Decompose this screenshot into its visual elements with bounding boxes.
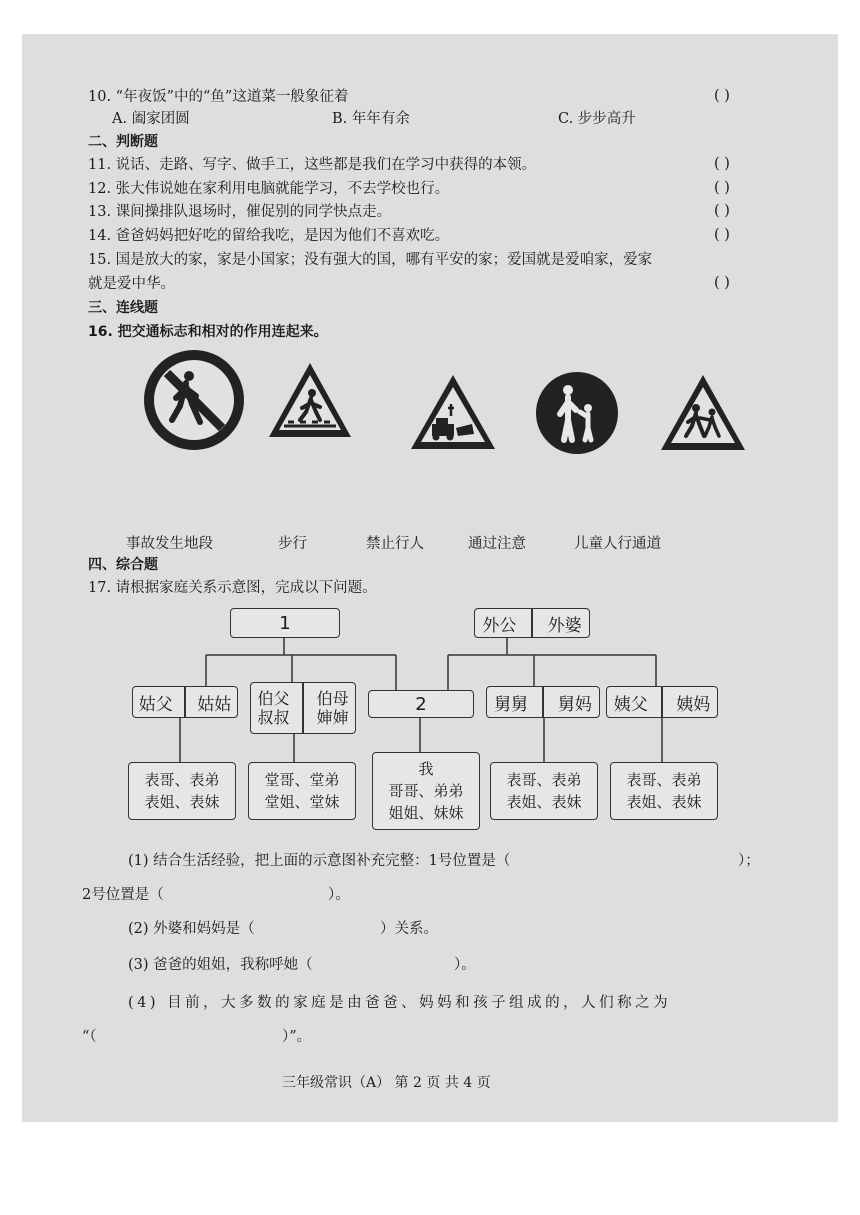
tree-bofu-bomu [250,682,356,734]
tree-cousins-4 [610,762,718,820]
tree-jiujiu-jiuma [486,686,600,718]
question-10-answer-paren[interactable]: ( ) [714,88,730,104]
tree-self-siblings [372,752,480,830]
section-judge-heading: 二、判断题 [88,134,158,150]
q17-sub2-close[interactable]: ）关系。 [380,921,438,937]
tree-bomu: 伯母 [316,689,349,708]
cousins-female: 表姐、表妹 [506,793,582,811]
exam-page [22,34,838,1122]
q17-sub4-close[interactable]: ）”。 [282,1029,312,1045]
tree-position-1-label: 1 [279,612,291,634]
q17-sub1-close[interactable]: ）； [738,853,760,869]
judge-item-11-paren[interactable]: ( ) [714,156,730,172]
judge-item-12-paren[interactable]: ( ) [714,180,730,196]
tree-gufu-gugu [132,686,238,718]
tree-me: 我 [418,760,434,778]
siblings-male: 哥哥、弟弟 [388,782,464,800]
cousins-male: 表哥、表弟 [506,771,582,789]
cousins-female: 表姐、表妹 [144,793,220,811]
question-10-option-c: C. 步步高升 [558,111,636,127]
tree-cousins-2 [248,762,356,820]
judge-item-11: 11. 说话、走路、写字、做手工，这些都是我们在学习中获得的本领。 [88,157,537,173]
tree-cousins-1 [128,762,236,820]
tree-position-2-label: 2 [415,693,427,715]
section-comprehensive-heading: 四、综合题 [88,557,158,573]
match-label-accident-zone[interactable]: 事故发生地段 [126,536,213,552]
tree-waigong: 外公 [482,615,517,636]
tree-gugu: 姑姑 [197,694,232,715]
tree-yifu: 姨父 [613,694,648,715]
tree-position-1[interactable] [230,608,340,638]
match-label-no-pedestrians[interactable]: 禁止行人 [366,536,424,552]
judge-item-14-paren[interactable]: ( ) [714,227,730,243]
tree-shushu: 叔叔 [257,708,290,727]
tree-cousins-3 [490,762,598,820]
judge-item-15-paren[interactable]: ( ) [714,275,730,291]
q17-sub3-close[interactable]: ）。 [454,957,476,973]
tree-jiuma: 舅妈 [557,694,592,715]
page-footer: 三年级常识（A） 第 2 页 共 4 页 [282,1075,491,1091]
tree-shenshen: 婶婶 [316,708,349,727]
cousins-female: 堂姐、堂妹 [264,793,340,811]
tree-maternal-grandparents [474,608,590,638]
tree-bofu: 伯父 [257,689,290,708]
question-17-stem: 17. 请根据家庭关系示意图，完成以下问题。 [88,580,377,596]
question-16-stem: 16. 把交通标志和相对的作用连起来。 [88,324,328,340]
q17-sub1-pos2-close[interactable]: ）。 [328,887,350,903]
question-10-stem: 10. “年夜饭”中的“鱼”这道菜一般象征着 [88,89,349,105]
tree-yima: 姨妈 [676,694,711,715]
judge-item-12: 12. 张大伟说她在家利用电脑就能学习，不去学校也行。 [88,181,450,197]
match-label-walk[interactable]: 步行 [278,536,307,552]
match-label-children-crossing[interactable]: 儿童人行通道 [574,536,661,552]
match-label-caution[interactable]: 通过注意 [468,536,526,552]
q17-sub2: (2) 外婆和妈妈是（ [128,921,255,937]
judge-item-15: 15. 国是放大的家，家是小国家；没有强大的国，哪有平安的家；爱国就是爱咱家，爱家 [88,252,653,268]
judge-item-14: 14. 爸爸妈妈把好吃的留给我吃，是因为他们不喜欢吃。 [88,228,450,244]
cousins-male: 表哥、表弟 [626,771,702,789]
siblings-female: 姐姐、妹妹 [388,804,464,822]
cousins-male: 表哥、表弟 [144,771,220,789]
q17-sub3: (3) 爸爸的姐姐，我称呼她（ [128,957,313,973]
q17-sub1-pos2: 2号位置是（ [82,887,164,903]
q17-sub4: (4) 目前，大多数的家庭是由爸爸、妈妈和孩子组成的，人们称之为 [128,995,672,1011]
tree-gufu: 姑父 [138,694,173,715]
tree-jiujiu: 舅舅 [494,694,529,715]
tree-yifu-yima [606,686,718,718]
question-10-option-b: B. 年年有余 [332,111,410,127]
section-match-heading: 三、连线题 [88,300,158,316]
judge-item-13: 13. 课间操排队退场时，催促别的同学快点走。 [88,204,392,220]
judge-item-13-paren[interactable]: ( ) [714,203,730,219]
question-10-option-a: A. 阖家团圆 [112,111,190,127]
cousins-female: 表姐、表妹 [626,793,702,811]
tree-waipo: 外婆 [547,615,582,636]
q17-sub4-open: “（ [82,1029,97,1045]
q17-sub1: (1) 结合生活经验，把上面的示意图补充完整：1号位置是（ [128,853,511,869]
tree-position-2[interactable] [368,690,474,718]
judge-item-15-cont: 就是爱中华。 [88,276,175,292]
family-tree-connectors [22,34,838,854]
cousins-male: 堂哥、堂弟 [264,771,340,789]
